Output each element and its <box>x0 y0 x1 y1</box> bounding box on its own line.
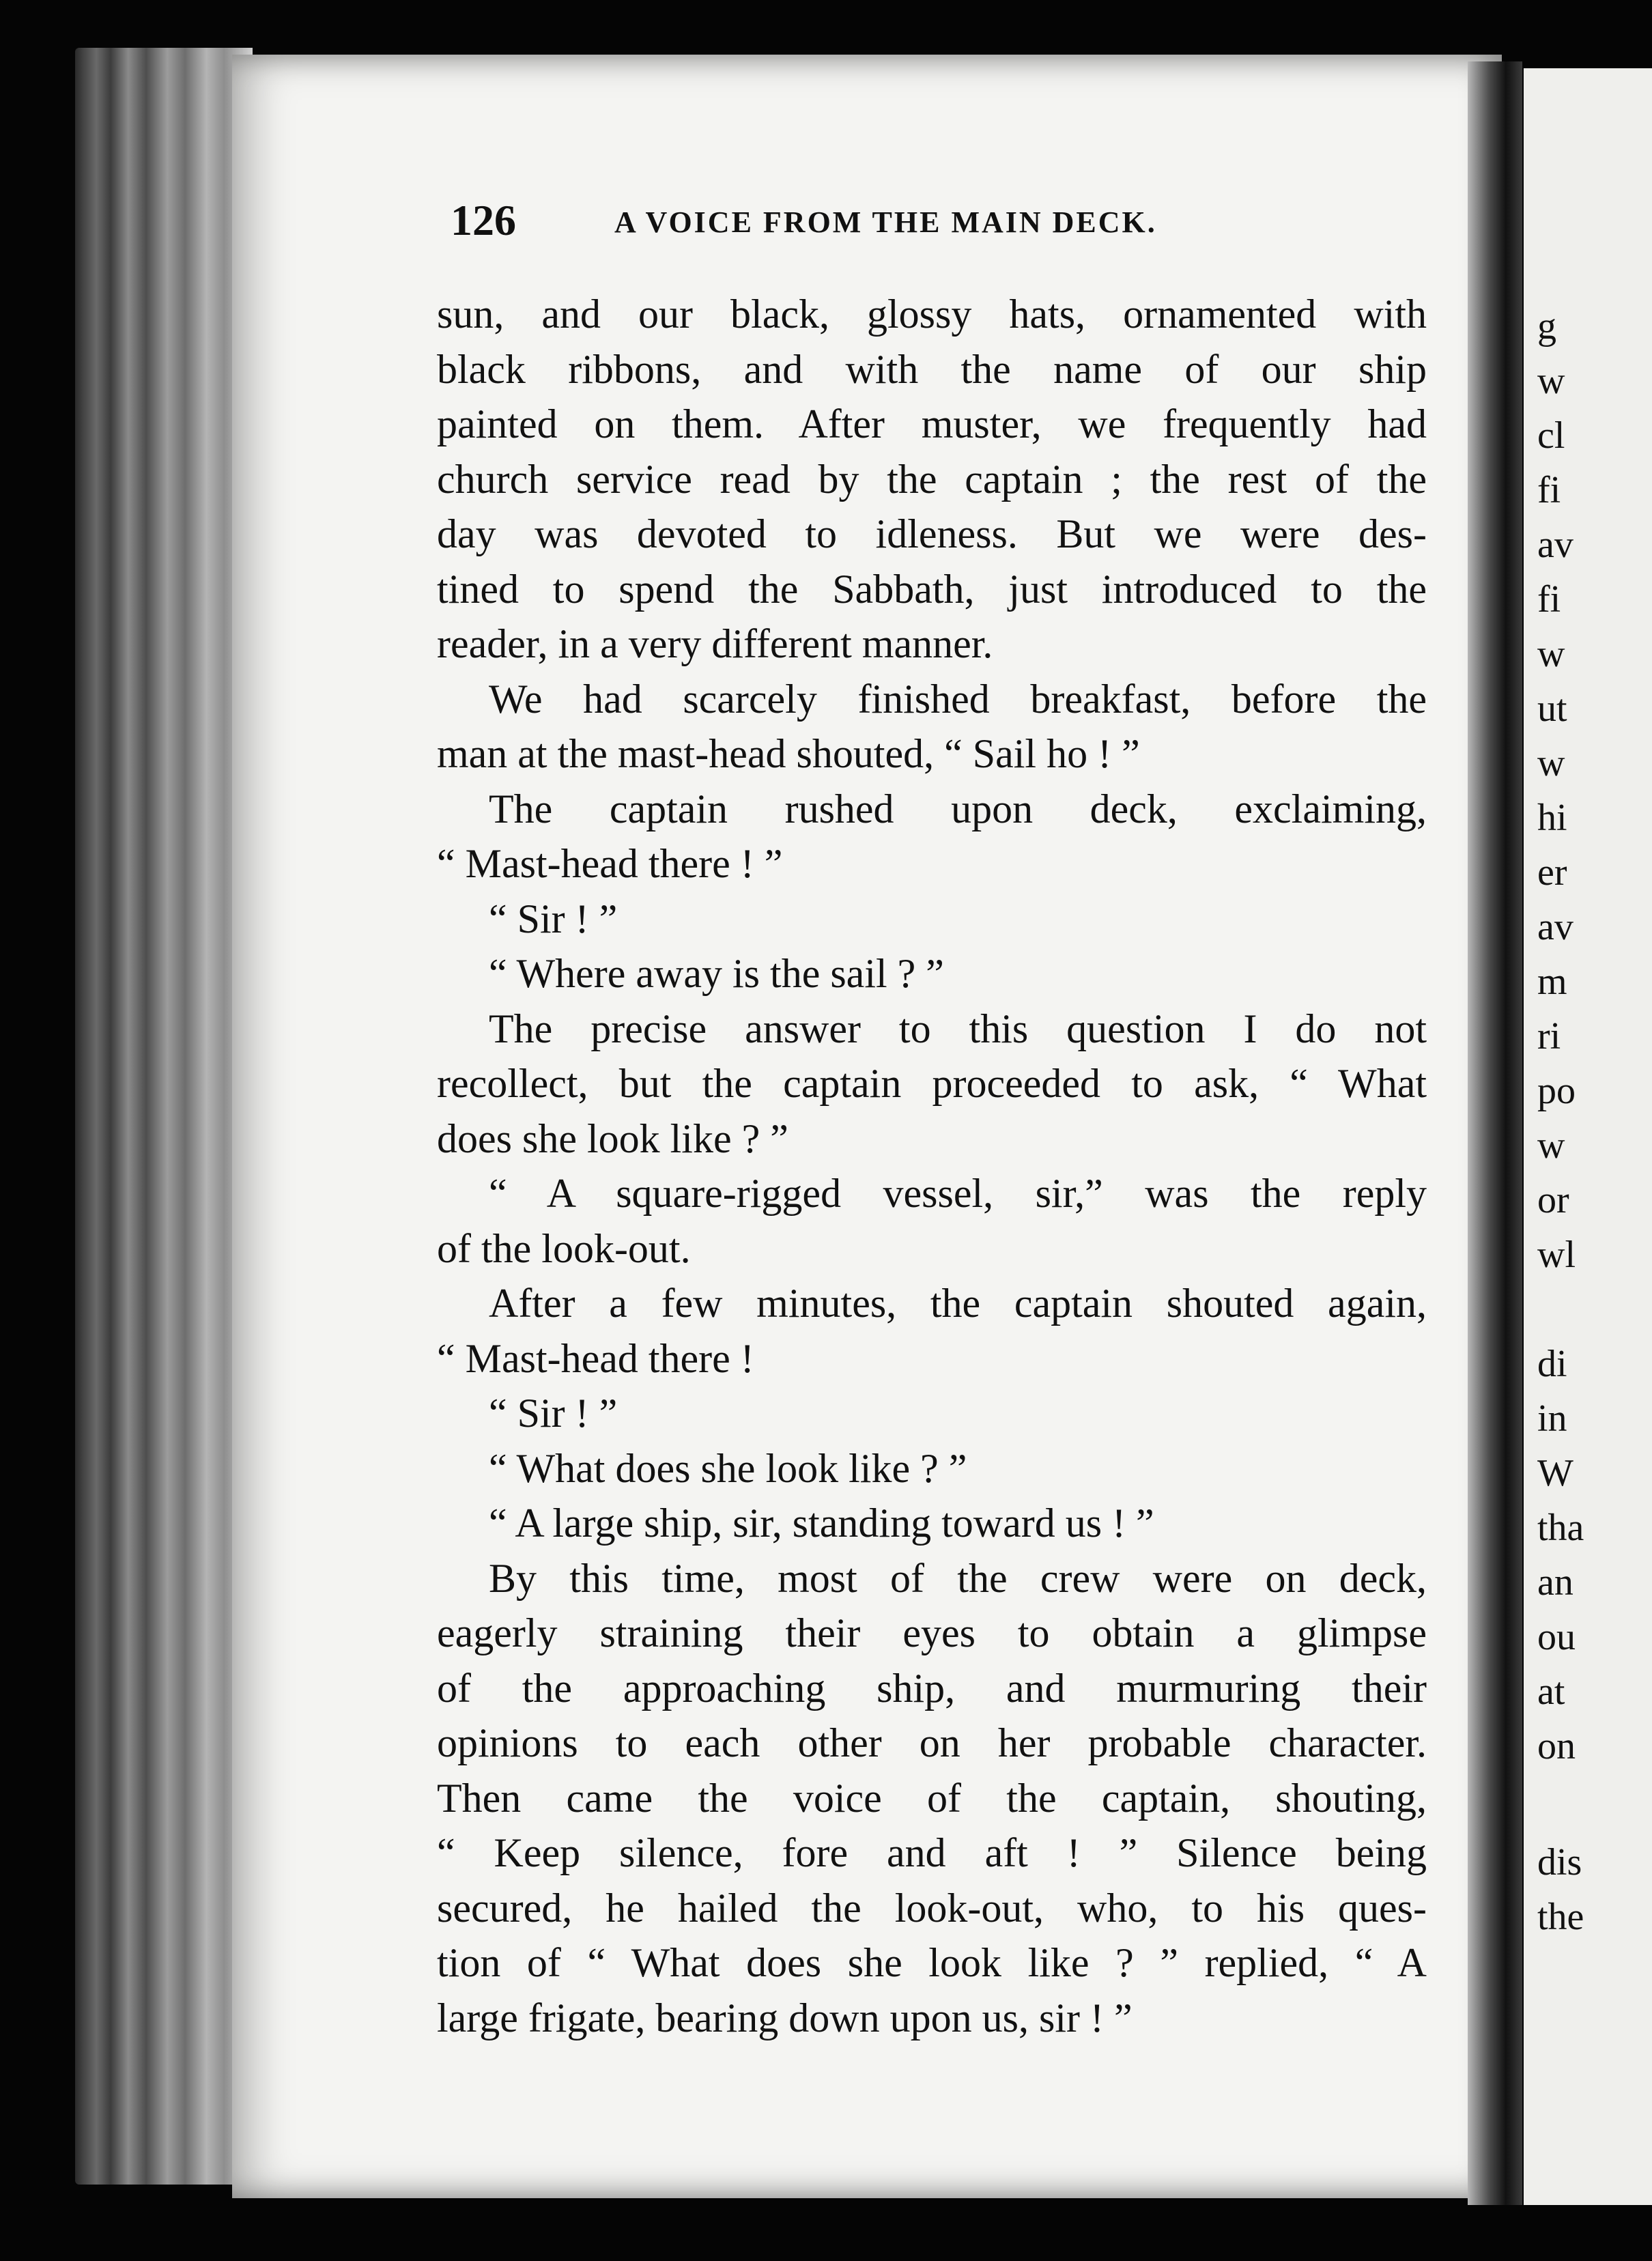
facing-page <box>1524 68 1652 2205</box>
facing-page-fragment: cl <box>1537 414 1565 457</box>
facing-page-fragment: wl <box>1537 1234 1576 1276</box>
facing-page-fragment: w <box>1537 360 1565 402</box>
text-line: “ Sir ! ” <box>489 896 618 941</box>
facing-page-fragment: g <box>1537 305 1556 347</box>
text-line: “ A square-rigged vessel, sir,” was the reply <box>489 1171 1427 1216</box>
body-text <box>437 287 1427 2045</box>
facing-page-fragment: m <box>1537 961 1567 1003</box>
facing-page-fragment: tha <box>1537 1507 1584 1549</box>
text-line: reader, in a very different manner. <box>437 621 993 666</box>
text-line: “ Where away is the sail ? ” <box>489 951 944 996</box>
facing-page-fragment: dis <box>1537 1841 1582 1883</box>
facing-page-fragment: di <box>1537 1343 1567 1385</box>
facing-page-fragment: hi <box>1537 797 1567 839</box>
facing-page-fragment: w <box>1537 742 1565 784</box>
text-line: The precise answer to this question I do not <box>489 1006 1427 1051</box>
text-line: “ Sir ! ” <box>489 1391 618 1436</box>
running-title: A VOICE FROM THE MAIN DECK. <box>614 205 1157 239</box>
facing-page-fragment: ou <box>1537 1616 1576 1658</box>
facing-page-fragment: ut <box>1537 687 1567 730</box>
text-line: “ What does she look like ? ” <box>489 1445 967 1491</box>
text-line: secured, he hailed the look-out, who, to his ques- <box>437 1885 1427 1931</box>
facing-page-fragment: w <box>1537 633 1565 675</box>
text-line: does she look like ? ” <box>437 1115 788 1161</box>
page-number: 126 <box>451 196 516 244</box>
facing-page-fragment: po <box>1537 1070 1576 1112</box>
facing-page-fragment: W <box>1537 1452 1573 1494</box>
facing-page-fragment: er <box>1537 851 1567 894</box>
text-line: church service read by the captain ; the rest of the <box>437 456 1427 502</box>
facing-page-fragment: an <box>1537 1561 1573 1604</box>
book-gutter <box>1468 61 1522 2205</box>
running-header <box>451 195 1427 250</box>
text-line: large frigate, bearing down upon us, sir ! ” <box>437 1995 1133 2040</box>
facing-page-fragment: av <box>1537 906 1573 948</box>
text-line: Then came the voice of the captain, shouting, <box>437 1775 1427 1821</box>
text-line: man at the mast-head shouted, “ Sail ho ! ” <box>437 731 1140 776</box>
text-line: opinions to each other on her probable character. <box>437 1720 1427 1765</box>
facing-page-fragment: on <box>1537 1725 1576 1767</box>
text-line: “ Mast-head there ! ” <box>437 841 783 886</box>
text-line: painted on them. After muster, we frequently had <box>437 401 1427 446</box>
facing-page-fragment: the <box>1537 1896 1584 1938</box>
text-line: of the approaching ship, and murmuring their <box>437 1665 1427 1711</box>
text-line: The captain rushed upon deck, exclaiming, <box>489 786 1427 831</box>
facing-page-fragment: fi <box>1537 578 1561 621</box>
text-line: “ Mast-head there ! <box>437 1335 754 1381</box>
text-line: tion of “ What does she look like ? ” replied, “ A <box>437 1940 1427 1985</box>
facing-page-fragment: w <box>1537 1124 1565 1167</box>
text-line: tined to spend the Sabbath, just introduced to the <box>437 566 1427 612</box>
text-line: recollect, but the captain proceeded to ask, “ What <box>437 1061 1427 1106</box>
facing-page-fragment: fi <box>1537 469 1561 511</box>
facing-page-fragment: in <box>1537 1397 1567 1440</box>
facing-page-fragment: or <box>1537 1179 1569 1221</box>
facing-page-fragment: at <box>1537 1670 1565 1713</box>
text-line: of the look-out. <box>437 1225 691 1271</box>
text-line: “ A large ship, sir, standing toward us ! ” <box>489 1501 1154 1546</box>
facing-page-fragment: av <box>1537 524 1573 566</box>
text-line: After a few minutes, the captain shouted again, <box>489 1281 1427 1326</box>
text-line: By this time, most of the crew were on deck, <box>489 1555 1427 1601</box>
text-line: We had scarcely finished breakfast, before the <box>489 676 1427 722</box>
facing-page-fragment: ri <box>1537 1015 1561 1057</box>
text-line: sun, and our black, glossy hats, ornamented with <box>437 291 1427 337</box>
book-page-edges <box>75 48 253 2185</box>
text-line: day was devoted to idleness. But we were des- <box>437 511 1427 556</box>
text-line: “ Keep silence, fore and aft ! ” Silence being <box>437 1830 1427 1875</box>
text-line: black ribbons, and with the name of our ship <box>437 346 1427 392</box>
text-line: eagerly straining their eyes to obtain a glimpse <box>437 1610 1427 1655</box>
